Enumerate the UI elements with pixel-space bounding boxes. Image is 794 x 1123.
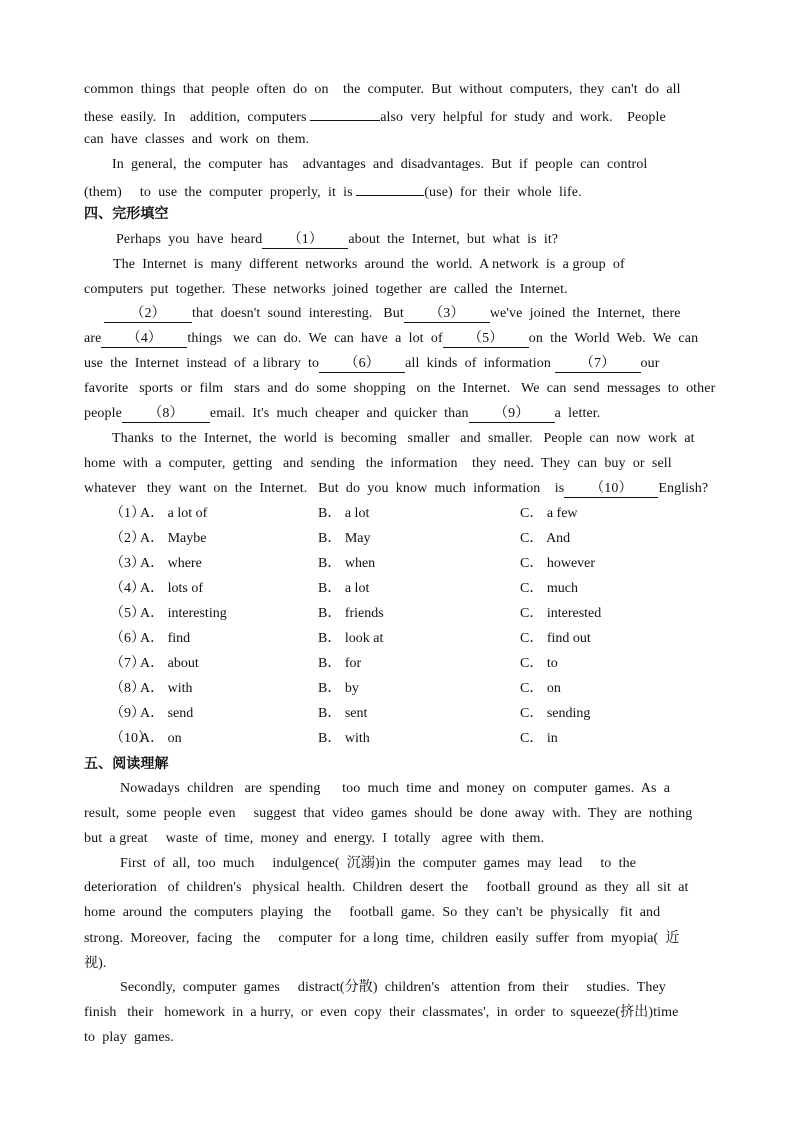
cloze-text: email. It's much cheaper and quicker than bbox=[209, 406, 469, 421]
option-row bbox=[110, 630, 750, 648]
question-number: （5） bbox=[110, 606, 145, 621]
cloze-blank[interactable]: （8） bbox=[122, 406, 210, 423]
reading-line: home around the computers playing the football game. So they can't be physically fit and bbox=[84, 905, 661, 920]
question-number: （1） bbox=[110, 506, 145, 521]
option-c[interactable]: C． much bbox=[520, 581, 578, 596]
answer-blank[interactable] bbox=[310, 106, 380, 121]
question-number: （9） bbox=[110, 706, 145, 721]
cloze-text: use the Internet instead of a library to bbox=[84, 356, 320, 371]
option-c[interactable]: C． interested bbox=[520, 606, 602, 621]
question-number: （8） bbox=[110, 681, 145, 696]
passage-line: common things that people often do on the computer. But without computers, they can't do all bbox=[84, 82, 681, 97]
reading-line: strong. Moreover, facing the computer for a long time, children easily suffer from myopia( 近 bbox=[84, 931, 680, 946]
option-a[interactable]: A． about bbox=[140, 656, 199, 671]
reading-line: finish their homework in a hurry, or even copy their classmates', in order to squeeze(挤出)time bbox=[84, 1005, 679, 1020]
reading-line: but a great waste of time, money and energy. I totally agree with them. bbox=[84, 831, 545, 846]
cloze-blank[interactable]: （1） bbox=[262, 232, 348, 249]
option-b[interactable]: B． friends bbox=[318, 606, 384, 621]
option-row bbox=[110, 705, 750, 723]
option-a[interactable]: A． where bbox=[140, 556, 202, 571]
passage-line bbox=[84, 181, 582, 202]
passage-text: (them) to use the computer properly, it is bbox=[84, 185, 357, 200]
option-b[interactable]: B． look at bbox=[318, 631, 384, 646]
cloze-line bbox=[84, 355, 660, 373]
reading-line: Secondly, computer games distract(分散) children's attention from their studies. They bbox=[120, 980, 666, 995]
cloze-text: our bbox=[640, 356, 660, 371]
cloze-blank[interactable]: （7） bbox=[555, 356, 641, 373]
passage-text: these easily. In addition, computers bbox=[84, 110, 311, 125]
cloze-text: whatever they want on the Internet. But do you know much information is bbox=[84, 481, 565, 496]
cloze-text: English? bbox=[658, 481, 709, 496]
cloze-blank[interactable]: （9） bbox=[469, 406, 555, 423]
cloze-blank[interactable]: （6） bbox=[319, 356, 405, 373]
option-c[interactable]: C． And bbox=[520, 531, 571, 546]
option-row bbox=[110, 730, 750, 748]
option-c[interactable]: C． find out bbox=[520, 631, 591, 646]
cloze-blank[interactable]: （2） bbox=[104, 306, 192, 323]
cloze-blank[interactable]: （4） bbox=[101, 331, 187, 348]
option-row bbox=[110, 555, 750, 573]
question-number: （7） bbox=[110, 656, 145, 671]
cloze-text: things we can do. We can have a lot of bbox=[187, 331, 443, 346]
option-a[interactable]: A． find bbox=[140, 631, 191, 646]
option-b[interactable]: B． with bbox=[318, 731, 370, 746]
cloze-line bbox=[84, 405, 600, 423]
option-a[interactable]: A． a lot of bbox=[140, 506, 208, 521]
option-a[interactable]: A． with bbox=[140, 681, 193, 696]
cloze-text: a letter. bbox=[554, 406, 601, 421]
passage-text: (use) for their whole life. bbox=[424, 185, 582, 200]
question-number: （10） bbox=[110, 731, 152, 746]
option-c[interactable]: C． to bbox=[520, 656, 558, 671]
reading-line: 视). bbox=[84, 956, 107, 971]
cloze-blank[interactable]: （10） bbox=[564, 481, 658, 498]
option-b[interactable]: B． a lot bbox=[318, 506, 370, 521]
cloze-text: are bbox=[84, 331, 102, 346]
question-number: （2） bbox=[110, 531, 145, 546]
passage-line bbox=[84, 106, 666, 127]
reading-line: to play games. bbox=[84, 1030, 174, 1045]
reading-line: result, some people even suggest that video games should be done away with. They are nothing bbox=[84, 806, 693, 821]
option-c[interactable]: C． however bbox=[520, 556, 596, 571]
cloze-text: that doesn't sound interesting. But bbox=[192, 306, 404, 321]
cloze-blank[interactable]: （5） bbox=[443, 331, 529, 348]
cloze-text: about the Internet, but what is it? bbox=[348, 232, 559, 247]
cloze-text: people bbox=[84, 406, 122, 421]
cloze-blank[interactable]: （3） bbox=[404, 306, 490, 323]
question-number: （3） bbox=[110, 556, 145, 571]
option-b[interactable]: B． by bbox=[318, 681, 359, 696]
reading-line: First of all, too much indulgence( 沉溺)in the computer games may lead to the bbox=[120, 856, 637, 871]
cloze-text: we've joined the Internet, there bbox=[489, 306, 681, 321]
option-c[interactable]: C． on bbox=[520, 681, 561, 696]
option-a[interactable]: A． interesting bbox=[140, 606, 227, 621]
passage-line: can have classes and work on them. bbox=[84, 132, 310, 147]
option-row bbox=[110, 580, 750, 598]
section-heading: 五、阅读理解 bbox=[84, 756, 169, 772]
option-row bbox=[110, 680, 750, 698]
reading-line: deterioration of children's physical health. Children desert the football ground as they all sit at bbox=[84, 880, 689, 895]
reading-line: Nowadays children are spending too much time and money on computer games. As a bbox=[120, 781, 671, 796]
answer-blank[interactable] bbox=[356, 181, 424, 196]
cloze-line bbox=[84, 330, 698, 348]
cloze-text: Perhaps you have heard bbox=[116, 232, 263, 247]
option-a[interactable]: A． lots of bbox=[140, 581, 203, 596]
option-c[interactable]: C． sending bbox=[520, 706, 591, 721]
option-a[interactable]: A． on bbox=[140, 731, 182, 746]
option-row bbox=[110, 530, 750, 548]
option-b[interactable]: B． sent bbox=[318, 706, 368, 721]
option-row bbox=[110, 605, 750, 623]
option-c[interactable]: C． a few bbox=[520, 506, 578, 521]
cloze-line bbox=[84, 480, 708, 498]
question-number: （6） bbox=[110, 631, 145, 646]
cloze-line: favorite sports or film stars and do some shopping on the Internet. We can send messages to other bbox=[84, 381, 716, 396]
cloze-line: home with a computer, getting and sending the information they need. They can buy or sell bbox=[84, 456, 672, 471]
option-b[interactable]: B． when bbox=[318, 556, 376, 571]
option-row bbox=[110, 505, 750, 523]
passage-line: In general, the computer has advantages and disadvantages. But if people can control bbox=[112, 157, 648, 172]
cloze-line: Thanks to the Internet, the world is becoming smaller and smaller. People can now work at bbox=[112, 431, 695, 446]
option-b[interactable]: B． for bbox=[318, 656, 362, 671]
cloze-line: The Internet is many different networks around the world. A network is a group of bbox=[113, 257, 625, 272]
option-b[interactable]: B． May bbox=[318, 531, 371, 546]
section-heading: 四、完形填空 bbox=[84, 206, 169, 222]
cloze-line: computers put together. These networks joined together are called the Internet. bbox=[84, 282, 568, 297]
option-b[interactable]: B． a lot bbox=[318, 581, 370, 596]
cloze-text: all kinds of information bbox=[405, 356, 555, 371]
passage-text: also very helpful for study and work. People bbox=[380, 110, 666, 125]
option-a[interactable]: A． Maybe bbox=[140, 531, 207, 546]
option-row bbox=[110, 655, 750, 673]
cloze-line bbox=[116, 231, 558, 249]
cloze-text: on the World Web. We can bbox=[528, 331, 699, 346]
option-c[interactable]: C． in bbox=[520, 731, 558, 746]
cloze-line bbox=[104, 305, 681, 323]
question-number: （4） bbox=[110, 581, 145, 596]
option-a[interactable]: A． send bbox=[140, 706, 194, 721]
